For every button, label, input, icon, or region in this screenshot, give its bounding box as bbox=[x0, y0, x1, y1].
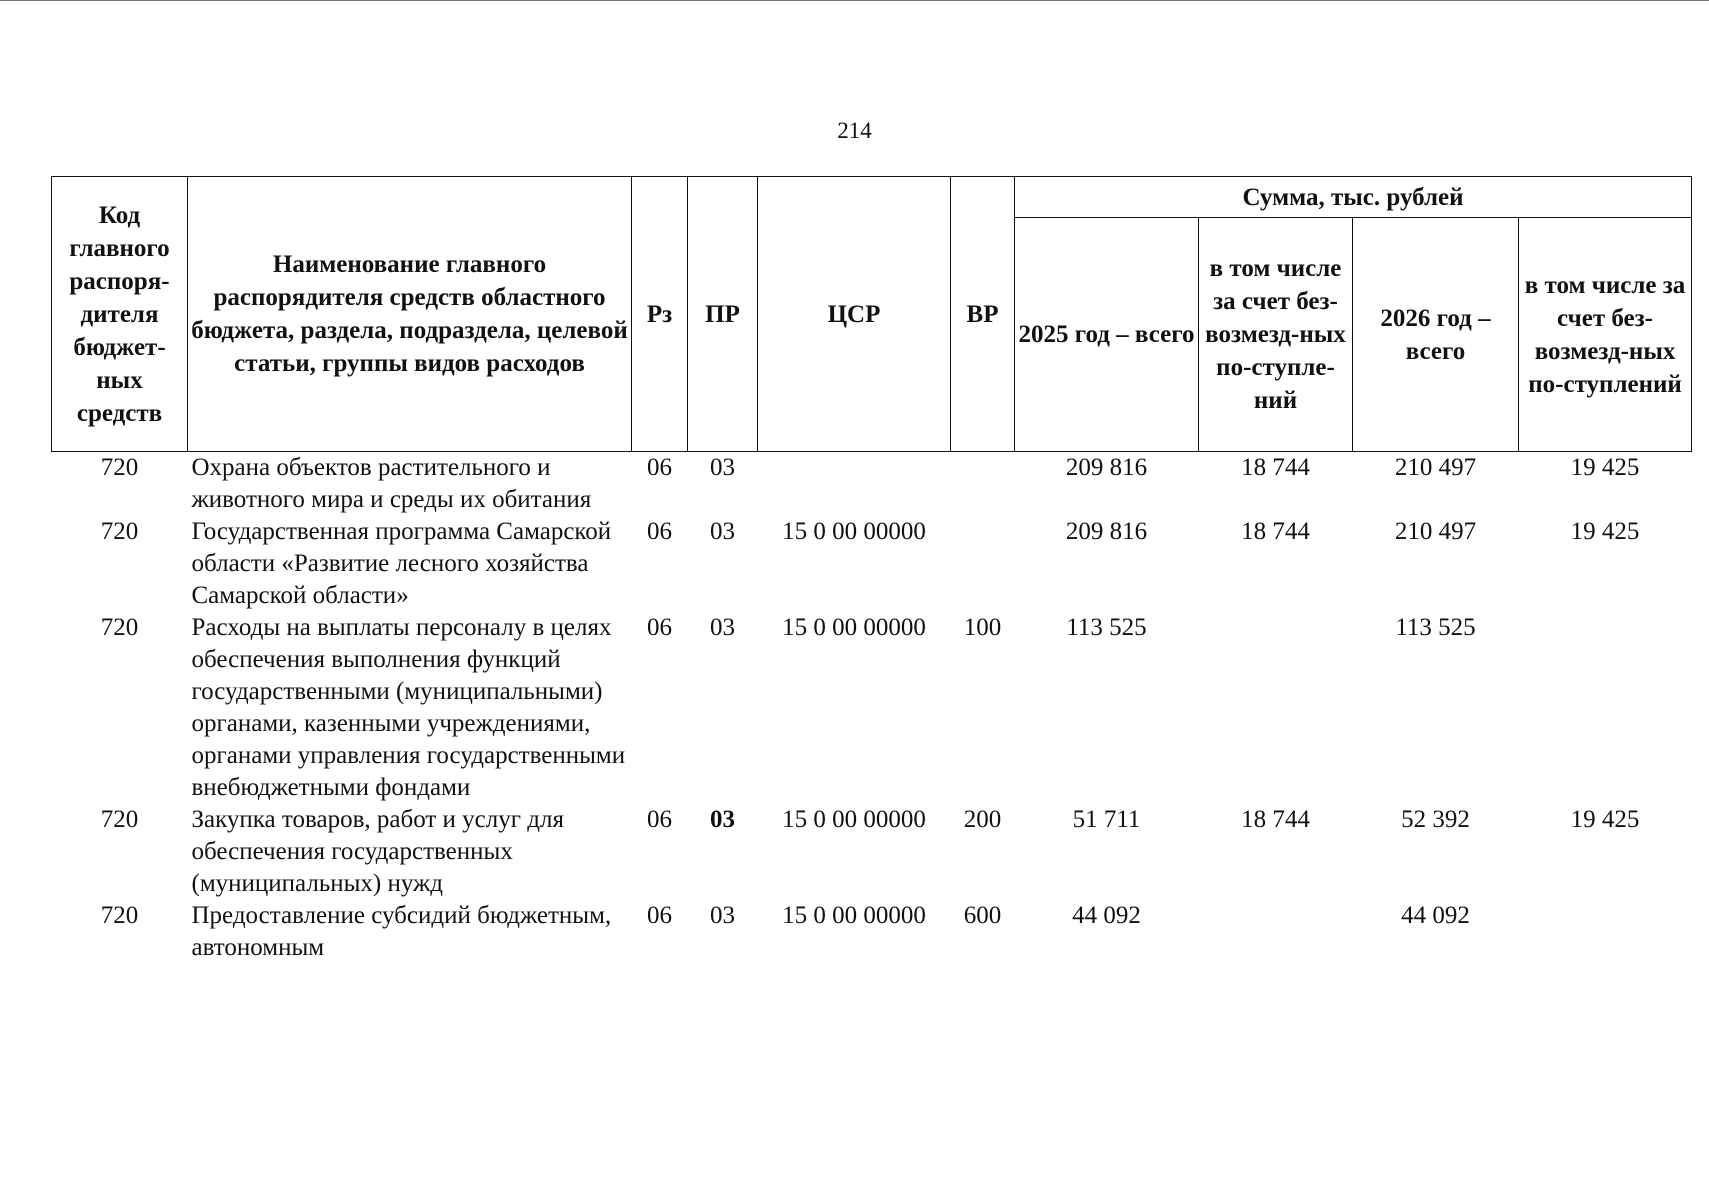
cell-pr: 03 bbox=[710, 518, 735, 545]
cell-name: Закупка товаров, работ и услуг для обеспечения государственных (муниципальных) нужд bbox=[191, 806, 564, 897]
header-csr: ЦСР bbox=[758, 177, 951, 452]
header-2025-free: в том числе за счет без-возмезд-ных по-ступле-ний bbox=[1199, 218, 1353, 452]
cell-rz: 06 bbox=[647, 806, 672, 833]
cell-code: 720 bbox=[100, 806, 139, 833]
header-vr: ВР bbox=[951, 177, 1015, 452]
cell-vr bbox=[951, 516, 1015, 612]
cell-csr: 15 0 00 00000 bbox=[782, 614, 926, 641]
table-row bbox=[52, 452, 1692, 517]
cell-csr: 15 0 00 00000 bbox=[782, 518, 926, 545]
cell-2026-free: 19 425 bbox=[1570, 454, 1640, 481]
cell-2026-free bbox=[1519, 900, 1692, 964]
cell-name: Предоставление субсидий бюджетным, автономным bbox=[191, 902, 612, 961]
header-name: Наименование главного распорядителя средств областного бюджета, раздела, подраздела, целевой статьи, группы видов расходов bbox=[188, 177, 632, 452]
cell-2025-total: 209 816 bbox=[1065, 518, 1148, 545]
page-number: 214 bbox=[837, 118, 872, 143]
cell-vr bbox=[951, 452, 1015, 517]
header-2026-free: в том числе за счет без-возмезд-ных по-ступлений bbox=[1519, 218, 1692, 452]
cell-csr: 15 0 00 00000 bbox=[782, 806, 926, 833]
cell-csr: 15 0 00 00000 bbox=[782, 902, 926, 929]
cell-2026-total: 52 392 bbox=[1401, 806, 1470, 833]
cell-2025-free bbox=[1199, 900, 1353, 964]
cell-2025-free: 18 744 bbox=[1241, 454, 1310, 481]
cell-pr: 03 bbox=[710, 902, 735, 929]
cell-name: Охрана объектов растительного и животного мира и среды их обитания bbox=[191, 454, 592, 513]
cell-pr: 03 bbox=[710, 806, 735, 833]
cell-rz: 06 bbox=[647, 454, 672, 481]
cell-code: 720 bbox=[100, 902, 139, 929]
table-header bbox=[52, 177, 1692, 452]
cell-2026-total: 113 525 bbox=[1395, 614, 1476, 641]
cell-code: 720 bbox=[100, 518, 139, 545]
cell-2025-total: 209 816 bbox=[1065, 454, 1148, 481]
cell-2025-total: 113 525 bbox=[1066, 614, 1147, 641]
cell-pr: 03 bbox=[710, 614, 735, 641]
cell-code: 720 bbox=[100, 614, 139, 641]
budget-table bbox=[51, 176, 1692, 964]
cell-2026-free: 19 425 bbox=[1570, 806, 1640, 833]
cell-rz: 06 bbox=[647, 614, 672, 641]
header-rz: Рз bbox=[632, 177, 688, 452]
cell-2025-free: 18 744 bbox=[1241, 518, 1310, 545]
cell-code: 720 bbox=[100, 454, 139, 481]
cell-name: Государственная программа Самарской области «Развитие лесного хозяйства Самарской области» bbox=[191, 518, 612, 609]
header-sum-group: Сумма, тыс. рублей bbox=[1015, 177, 1692, 218]
cell-csr bbox=[758, 452, 951, 517]
table-row bbox=[52, 900, 1692, 964]
cell-pr: 03 bbox=[710, 454, 735, 481]
scan-top-rule bbox=[0, 0, 1709, 1]
table-row bbox=[52, 612, 1692, 804]
cell-vr: 600 bbox=[963, 902, 1002, 929]
cell-vr: 200 bbox=[963, 806, 1002, 833]
cell-2025-free bbox=[1199, 612, 1353, 804]
cell-2026-total: 210 497 bbox=[1394, 518, 1477, 545]
header-code: Код главного распоря-дителя бюджет-ных средств bbox=[52, 177, 188, 452]
header-pr: ПР bbox=[688, 177, 758, 452]
cell-2025-free: 18 744 bbox=[1241, 806, 1310, 833]
cell-vr: 100 bbox=[963, 614, 1002, 641]
header-2025-total: 2025 год – всего bbox=[1015, 218, 1199, 452]
table-row bbox=[52, 804, 1692, 900]
cell-2025-total: 51 711 bbox=[1072, 806, 1141, 833]
cell-name: Расходы на выплаты персоналу в целях обеспечения выполнения функций государственными (муниципальными) органами, казенными учреждениями, органами управления государственными внебюджетными фондами bbox=[191, 614, 626, 801]
header-2026-total: 2026 год – всего bbox=[1353, 218, 1519, 452]
cell-rz: 06 bbox=[647, 902, 672, 929]
cell-rz: 06 bbox=[647, 518, 672, 545]
table-row bbox=[52, 516, 1692, 612]
cell-2025-total: 44 092 bbox=[1072, 902, 1141, 929]
cell-2026-total: 210 497 bbox=[1394, 454, 1477, 481]
cell-2026-free bbox=[1519, 612, 1692, 804]
cell-2026-total: 44 092 bbox=[1401, 902, 1470, 929]
table-body bbox=[52, 452, 1692, 965]
cell-2026-free: 19 425 bbox=[1570, 518, 1640, 545]
